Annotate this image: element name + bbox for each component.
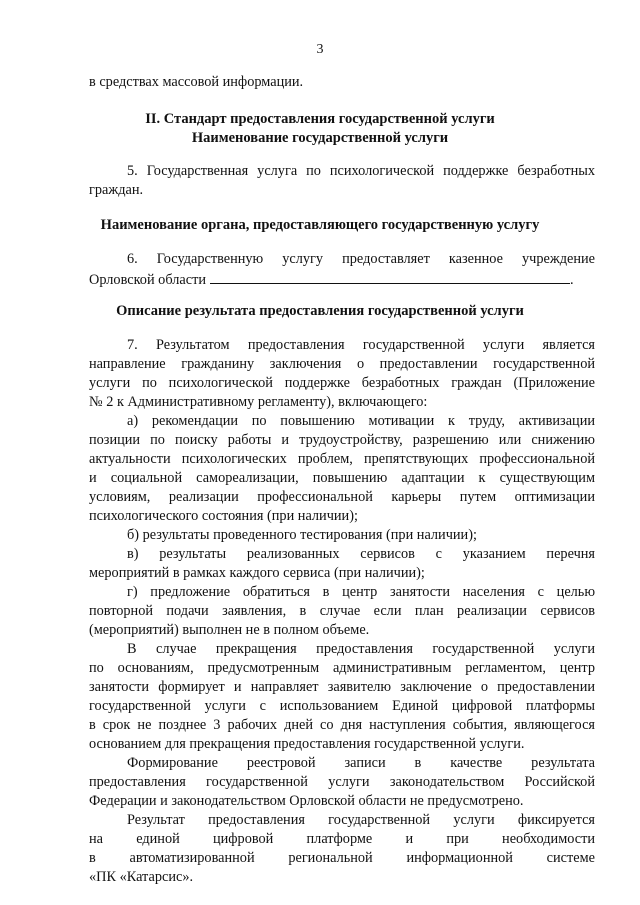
list-item-line: психологического состояния (при наличии); bbox=[89, 508, 358, 524]
paragraph-line: направление гражданину заключения о предоставлении государственной bbox=[89, 356, 595, 372]
section-heading: Наименование органа, предоставляющего государственную услугу bbox=[100, 217, 540, 233]
list-item-line: и социальной самореализации, повышению адаптации к существующим bbox=[89, 470, 595, 486]
list-item-line: условиям, реализации профессиональной карьеры путем оптимизации bbox=[89, 489, 595, 505]
paragraph-line: Результат предоставления государственной услуги фиксируется bbox=[127, 812, 595, 828]
blank-fill-line bbox=[210, 269, 570, 284]
section-heading: Описание результата предоставления государственной услуги bbox=[116, 303, 524, 319]
paragraph-line: на единой цифровой платформе и при необходимости bbox=[89, 831, 595, 847]
paragraph-line: государственной услуги с использованием Единой цифровой платформы bbox=[89, 698, 595, 714]
paragraph-text: . bbox=[569, 272, 574, 288]
paragraph-line: В случае прекращения предоставления государственной услуги bbox=[127, 641, 595, 657]
list-item-line: позиции по поиску работы и трудоустройству, разрешению или снижению bbox=[89, 432, 595, 448]
paragraph-line: 5. Государственная услуга по психологической поддержке безработных bbox=[127, 163, 595, 179]
paragraph-line: по основаниям, предусмотренным административным регламентом, центр bbox=[89, 660, 595, 676]
text-line: в средствах массовой информации. bbox=[89, 74, 304, 90]
list-item-line: а) рекомендации по повышению мотивации к труду, активизации bbox=[127, 413, 595, 429]
paragraph-line: «ПК «Катарсис». bbox=[89, 869, 194, 885]
list-item-line: в) результаты реализованных сервисов с указанием перечня bbox=[127, 546, 595, 562]
paragraph-line: граждан. bbox=[89, 182, 144, 198]
paragraph-text: Орловской области bbox=[89, 272, 206, 288]
list-item-line: (мероприятий) выполнен не в полном объеме. bbox=[89, 622, 370, 638]
paragraph-line: в срок не позднее 3 рабочих дней со дня наступления события, являющегося bbox=[89, 717, 595, 733]
list-item-line: повторной подачи заявления, в случае если план реализации сервисов bbox=[89, 603, 595, 619]
list-item-line: б) результаты проведенного тестирования (при наличии); bbox=[127, 527, 477, 543]
page-number: 3 bbox=[316, 42, 324, 57]
paragraph-line: 7. Результатом предоставления государственной услуги является bbox=[127, 337, 595, 353]
paragraph-line: в автоматизированной региональной информационной системе bbox=[89, 850, 595, 866]
paragraph-line: Формирование реестровой записи в качестве результата bbox=[127, 755, 595, 771]
paragraph-line bbox=[89, 269, 595, 291]
list-item-line: актуальности психологических проблем, препятствующих профессиональной bbox=[89, 451, 595, 467]
list-item-line: г) предложение обратиться в центр занятости населения с целью bbox=[127, 584, 595, 600]
section-subheading: Наименование государственной услуги bbox=[191, 130, 449, 146]
paragraph-line: предоставления государственной услуги законодательством Российской bbox=[89, 774, 595, 790]
paragraph-line: Федерации и законодательством Орловской области не предусмотрено. bbox=[89, 793, 524, 809]
paragraph-line: услуги по психологической поддержке безработных граждан (Приложение bbox=[89, 375, 595, 391]
list-item-line: мероприятий в рамках каждого сервиса (при наличии); bbox=[89, 565, 425, 581]
paragraph-line: основанием для прекращения предоставления государственной услуги. bbox=[89, 736, 525, 752]
paragraph-line: 6. Государственную услугу предоставляет казенное учреждение bbox=[127, 251, 595, 267]
section-heading: II. Стандарт предоставления государственной услуги bbox=[145, 111, 495, 127]
paragraph-line: занятости формирует и направляет заявителю заключение о предоставлении bbox=[89, 679, 595, 695]
paragraph-line: № 2 к Административному регламенту), включающего: bbox=[89, 394, 428, 410]
